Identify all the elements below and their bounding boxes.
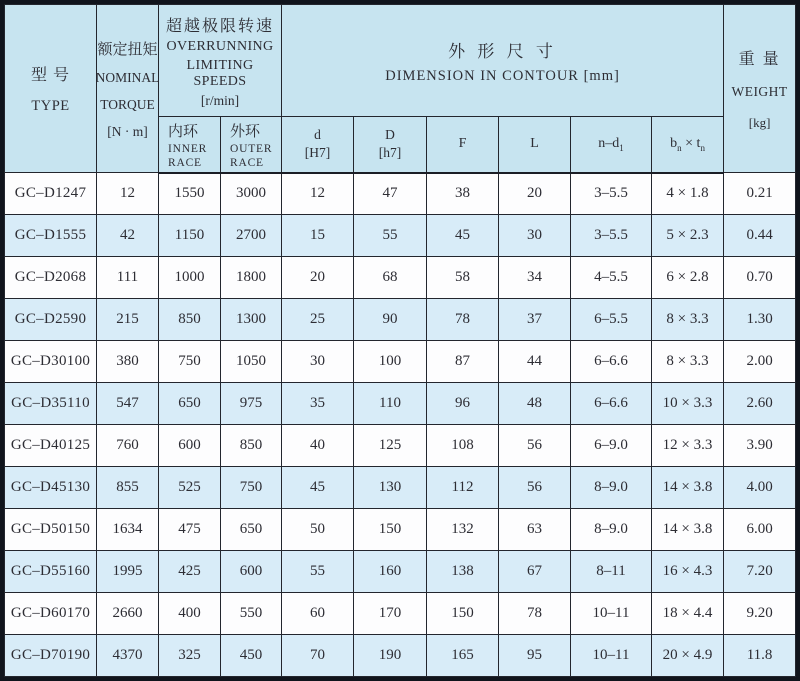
cell-weight: 11.8 <box>724 635 796 677</box>
header-d-line2: [H7] <box>304 145 331 161</box>
cell-F: 165 <box>427 635 499 677</box>
cell-weight: 6.00 <box>724 509 796 551</box>
header-speeds-unit: [r/min] <box>200 92 240 108</box>
cell-D: 170 <box>354 593 427 635</box>
cell-nd1: 6–6.6 <box>571 383 652 425</box>
cell-torque: 4370 <box>97 635 159 677</box>
cell-nd1: 10–11 <box>571 635 652 677</box>
cell-L: 34 <box>499 257 571 299</box>
cell-L: 30 <box>499 215 571 257</box>
cell-outer: 750 <box>221 467 282 509</box>
cell-type: GC–D2590 <box>5 299 97 341</box>
cell-torque: 1995 <box>97 551 159 593</box>
cell-D: 100 <box>354 341 427 383</box>
cell-bt: 20 × 4.9 <box>652 635 724 677</box>
cell-D: 125 <box>354 425 427 467</box>
cell-d: 25 <box>282 299 354 341</box>
header-outer-en2: RACE <box>230 156 264 169</box>
cell-outer: 2700 <box>221 215 282 257</box>
cell-F: 138 <box>427 551 499 593</box>
cell-d: 20 <box>282 257 354 299</box>
cell-L: 48 <box>499 383 571 425</box>
header-weight-unit: [kg] <box>748 115 771 130</box>
table-row <box>5 215 796 257</box>
cell-torque: 111 <box>97 257 159 299</box>
cell-inner: 475 <box>159 509 221 551</box>
cell-torque: 2660 <box>97 593 159 635</box>
cell-outer: 3000 <box>221 173 282 215</box>
cell-outer: 550 <box>221 593 282 635</box>
cell-inner: 1150 <box>159 215 221 257</box>
header-dimension <box>282 5 724 117</box>
cell-weight: 3.90 <box>724 425 796 467</box>
cell-inner: 650 <box>159 383 221 425</box>
cell-D: 55 <box>354 215 427 257</box>
cell-L: 56 <box>499 467 571 509</box>
cell-torque: 215 <box>97 299 159 341</box>
header-speeds-zh: 超越极限转速 <box>165 17 274 35</box>
cell-L: 63 <box>499 509 571 551</box>
cell-L: 67 <box>499 551 571 593</box>
cell-d: 45 <box>282 467 354 509</box>
table-row <box>5 341 796 383</box>
cell-bt: 14 × 3.8 <box>652 509 724 551</box>
cell-D: 90 <box>354 299 427 341</box>
cell-torque: 855 <box>97 467 159 509</box>
cell-outer: 600 <box>221 551 282 593</box>
table-row <box>5 467 796 509</box>
cell-type: GC–D1247 <box>5 173 97 215</box>
cell-bt: 5 × 2.3 <box>652 215 724 257</box>
cell-inner: 325 <box>159 635 221 677</box>
table-row <box>5 383 796 425</box>
header-speeds-en2: LIMITING SPEEDS <box>186 57 254 89</box>
table-row <box>5 257 796 299</box>
cell-bt: 18 × 4.4 <box>652 593 724 635</box>
header-inner-en2: RACE <box>168 156 202 169</box>
cell-type: GC–D70190 <box>5 635 97 677</box>
header-speeds <box>159 5 282 117</box>
header-bt-tsub: n <box>700 142 705 153</box>
cell-D: 68 <box>354 257 427 299</box>
cell-inner: 1550 <box>159 173 221 215</box>
table-row <box>5 173 796 215</box>
header-type-en: TYPE <box>31 98 70 114</box>
cell-D: 150 <box>354 509 427 551</box>
cell-F: 45 <box>427 215 499 257</box>
cell-outer: 650 <box>221 509 282 551</box>
cell-nd1: 6–5.5 <box>571 299 652 341</box>
cell-L: 56 <box>499 425 571 467</box>
header-d-bore <box>282 117 354 173</box>
cell-weight: 2.60 <box>724 383 796 425</box>
cell-weight: 2.00 <box>724 341 796 383</box>
cell-D: 110 <box>354 383 427 425</box>
header-inner-en1: INNER <box>168 142 208 155</box>
cell-type: GC–D55160 <box>5 551 97 593</box>
cell-F: 87 <box>427 341 499 383</box>
cell-outer: 850 <box>221 425 282 467</box>
cell-type: GC–D50150 <box>5 509 97 551</box>
header-speeds-en1: OVERRUNNING <box>166 38 274 54</box>
cell-type: GC–D30100 <box>5 341 97 383</box>
header-L: L <box>499 117 571 173</box>
cell-outer: 450 <box>221 635 282 677</box>
cell-weight: 0.44 <box>724 215 796 257</box>
cell-L: 37 <box>499 299 571 341</box>
header-bn-tn <box>652 117 724 173</box>
cell-nd1: 8–9.0 <box>571 509 652 551</box>
cell-inner: 850 <box>159 299 221 341</box>
cell-nd1: 3–5.5 <box>571 215 652 257</box>
cell-bt: 8 × 3.3 <box>652 299 724 341</box>
table-body <box>5 173 796 677</box>
header-torque-en1: NOMINAL <box>95 69 160 85</box>
cell-F: 58 <box>427 257 499 299</box>
cell-F: 108 <box>427 425 499 467</box>
cell-D: 130 <box>354 467 427 509</box>
header-outer-race <box>221 117 282 173</box>
cell-d: 12 <box>282 173 354 215</box>
cell-outer: 1050 <box>221 341 282 383</box>
cell-bt: 16 × 4.3 <box>652 551 724 593</box>
cell-type: GC–D35110 <box>5 383 97 425</box>
cell-L: 95 <box>499 635 571 677</box>
cell-outer: 975 <box>221 383 282 425</box>
cell-L: 44 <box>499 341 571 383</box>
cell-torque: 42 <box>97 215 159 257</box>
cell-D: 160 <box>354 551 427 593</box>
cell-d: 70 <box>282 635 354 677</box>
cell-F: 112 <box>427 467 499 509</box>
header-outer-zh: 外环 <box>230 123 261 140</box>
cell-inner: 525 <box>159 467 221 509</box>
cell-inner: 1000 <box>159 257 221 299</box>
header-weight-en: WEIGHT <box>731 84 788 99</box>
cell-nd1: 6–9.0 <box>571 425 652 467</box>
header-bt-times: × <box>681 135 697 151</box>
cell-type: GC–D2068 <box>5 257 97 299</box>
table-header <box>5 5 796 173</box>
header-weight <box>724 5 796 173</box>
cell-nd1: 4–5.5 <box>571 257 652 299</box>
header-D-line2: [h7] <box>378 145 402 161</box>
cell-nd1: 3–5.5 <box>571 173 652 215</box>
cell-bt: 10 × 3.3 <box>652 383 724 425</box>
cell-torque: 760 <box>97 425 159 467</box>
cell-weight: 9.20 <box>724 593 796 635</box>
header-torque <box>97 5 159 173</box>
header-type-zh: 型 号 <box>30 67 70 84</box>
header-torque-en2: TORQUE <box>100 96 155 112</box>
header-weight-zh: 重 量 <box>738 51 781 68</box>
cell-outer: 1300 <box>221 299 282 341</box>
cell-D: 47 <box>354 173 427 215</box>
cell-L: 78 <box>499 593 571 635</box>
cell-type: GC–D40125 <box>5 425 97 467</box>
header-bt-t: t <box>696 135 701 151</box>
header-d-line1: d <box>314 127 321 143</box>
table-row <box>5 299 796 341</box>
cell-F: 96 <box>427 383 499 425</box>
header-bt-b: b <box>670 135 678 151</box>
cell-nd1: 6–6.6 <box>571 341 652 383</box>
table-row <box>5 425 796 467</box>
spec-table <box>4 4 796 677</box>
cell-inner: 425 <box>159 551 221 593</box>
cell-bt: 6 × 2.8 <box>652 257 724 299</box>
cell-d: 55 <box>282 551 354 593</box>
cell-type: GC–D45130 <box>5 467 97 509</box>
cell-inner: 400 <box>159 593 221 635</box>
header-torque-zh: 额定扭矩 <box>97 41 158 58</box>
cell-F: 132 <box>427 509 499 551</box>
cell-F: 38 <box>427 173 499 215</box>
cell-nd1: 8–11 <box>571 551 652 593</box>
header-dimension-zh: 外 形 尺 寸 <box>448 41 557 61</box>
header-type <box>5 5 97 173</box>
cell-d: 15 <box>282 215 354 257</box>
cell-D: 190 <box>354 635 427 677</box>
cell-L: 20 <box>499 173 571 215</box>
cell-torque: 12 <box>97 173 159 215</box>
cell-bt: 8 × 3.3 <box>652 341 724 383</box>
cell-weight: 4.00 <box>724 467 796 509</box>
header-n-d1 <box>571 117 652 173</box>
cell-weight: 0.70 <box>724 257 796 299</box>
cell-nd1: 8–9.0 <box>571 467 652 509</box>
cell-torque: 1634 <box>97 509 159 551</box>
cell-nd1: 10–11 <box>571 593 652 635</box>
cell-weight: 0.21 <box>724 173 796 215</box>
header-D-outer <box>354 117 427 173</box>
header-D-line1: D <box>385 127 395 143</box>
header-bt-bsub: n <box>677 142 682 153</box>
table-row <box>5 635 796 677</box>
cell-inner: 750 <box>159 341 221 383</box>
cell-d: 50 <box>282 509 354 551</box>
cell-outer: 1800 <box>221 257 282 299</box>
cell-F: 78 <box>427 299 499 341</box>
cell-torque: 547 <box>97 383 159 425</box>
cell-type: GC–D1555 <box>5 215 97 257</box>
header-nd1-main: n–d <box>598 135 620 151</box>
table-row <box>5 593 796 635</box>
table-row <box>5 551 796 593</box>
cell-d: 35 <box>282 383 354 425</box>
cell-type: GC–D60170 <box>5 593 97 635</box>
cell-F: 150 <box>427 593 499 635</box>
header-outer-en1: OUTER <box>230 142 273 155</box>
cell-bt: 4 × 1.8 <box>652 173 724 215</box>
table-row <box>5 509 796 551</box>
header-nd1-sub: 1 <box>619 142 624 153</box>
header-inner-zh: 内环 <box>168 123 199 140</box>
cell-bt: 14 × 3.8 <box>652 467 724 509</box>
cell-d: 40 <box>282 425 354 467</box>
header-inner-race <box>159 117 221 173</box>
cell-weight: 1.30 <box>724 299 796 341</box>
cell-inner: 600 <box>159 425 221 467</box>
header-torque-unit: [N · m] <box>107 123 148 139</box>
cell-bt: 12 × 3.3 <box>652 425 724 467</box>
cell-d: 30 <box>282 341 354 383</box>
header-F: F <box>427 117 499 173</box>
cell-torque: 380 <box>97 341 159 383</box>
header-dimension-en: DIMENSION IN CONTOUR [mm] <box>385 67 620 84</box>
cell-weight: 7.20 <box>724 551 796 593</box>
cell-d: 60 <box>282 593 354 635</box>
